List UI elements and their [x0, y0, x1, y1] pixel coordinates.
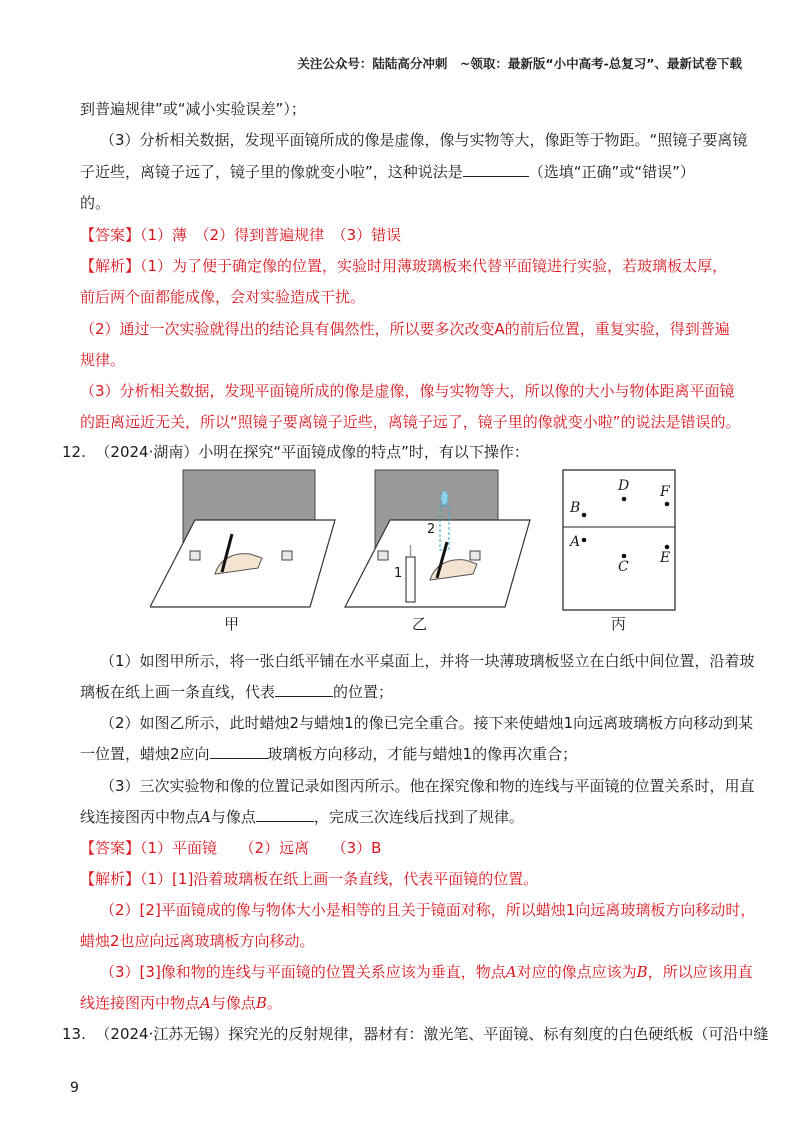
q12-analysis-3a-point-b: B: [636, 963, 648, 981]
page-number: 9: [70, 1080, 79, 1096]
q12-part2-text-a: 一位置，蜡烛2应向: [80, 745, 210, 763]
page-header: 关注公众号：陆陆高分冲刺 ~领取：最新版“小中高考-总复习”、最新试卷下载: [297, 56, 742, 71]
q12-figure: [150, 462, 690, 637]
q11-part3-text-a: 子近些，离镜子远了，镜子里的像就变小啦”，这种说法是: [80, 163, 463, 181]
q13-stem-text: （2024·江苏无锡）探究光的反射规律，器材有：激光笔、平面镜、标有刻度的白色硬纸板（可沿中缝: [95, 1025, 769, 1043]
q11-part3-text-b: （选填“正确”或“错误”）: [528, 163, 695, 181]
q11-analysis-3b: 的距离远近无关，所以“照镜子要离镜子近些，离镜子远了，镜子里的像就变小啦”的说法是错误的。: [80, 413, 741, 431]
candle-2-label: 2: [427, 522, 436, 537]
q12-analysis-3b-text3: 。: [266, 994, 282, 1012]
q12-part1-line1: （1）如图甲所示，将一张白纸平铺在水平桌面上，并将一块薄玻璃板竖立在白纸中间位置，沿着玻: [100, 652, 755, 670]
q12-analysis-2a: （2）[2]平面镜成的像与物体大小是相等的且关于镜面对称，所以蜡烛1向远离玻璃板方向移动时，: [100, 901, 756, 919]
fig-label-jia: 甲: [224, 615, 240, 633]
q12-analysis-3b-point-a: A: [200, 994, 211, 1012]
q12-part3-text-b: 与像点: [210, 808, 256, 826]
analysis-tag: 【解析】: [80, 257, 141, 275]
fig-label-bing: 丙: [611, 615, 627, 633]
q11-analysis-2a: （2）通过一次实验就得出的结论具有偶然性，所以要多次改变A的前后位置，重复实验，得到普遍: [80, 320, 730, 338]
point-e-label: E: [660, 550, 671, 566]
q12-analysis-3a: [100, 962, 753, 982]
q12-answer: [80, 838, 381, 858]
point-b-label: B: [570, 500, 581, 516]
q11-analysis-2b: 规律。: [80, 351, 126, 369]
point-a-label: A: [570, 534, 581, 550]
q12-analysis-2b: 蜡烛2也应向远离玻璃板方向移动。: [80, 932, 315, 950]
q13-stem: [62, 1024, 768, 1044]
q11-line-cont: 到普遍规律”或“减小实验误差”）；: [80, 100, 306, 118]
q11-analysis-1b: 前后两个面都能成像，会对实验造成干扰。: [80, 288, 366, 306]
q12-blank-2: [210, 744, 268, 759]
q12-analysis-3b-text2: 与像点: [210, 994, 256, 1012]
candle-1-label: 1: [394, 566, 403, 581]
analysis-tag: 【解析】: [80, 870, 141, 888]
q12-blank-3: [256, 807, 314, 822]
q12-stem: [62, 442, 529, 462]
q11-analysis-1a: （1）为了便于确定像的位置，实验时用薄玻璃板来代替平面镜进行实验，若玻璃板太厚，: [140, 257, 728, 275]
q11-part3-line3: 的。: [80, 194, 111, 212]
q11-part3-line2: [80, 162, 695, 182]
q12-part3-line2: [80, 807, 524, 827]
fig-jia-drawing: [150, 470, 335, 607]
q12-analysis-1: （1）[1]沿着玻璃板在纸上画一条直线，代表平面镜的位置。: [140, 870, 539, 888]
q12-part2-line2: [80, 744, 577, 764]
q12-part3-point-a: A: [200, 808, 211, 826]
q12-analysis-3a-point-a: A: [505, 963, 517, 981]
point-c-label: C: [618, 559, 629, 575]
q11-part3-line1: （3）分析相关数据，发现平面镜所成的像是虚像，像与实物等大，像距等于物距。“照镜子要离镜: [100, 131, 748, 149]
q12-stem-text: （2024·湖南）小明在探究“平面镜成像的特点”时，有以下操作：: [95, 443, 529, 461]
q12-part2-text-b: 玻璃板方向移动，才能与蜡烛1的像再次重合；: [267, 745, 578, 763]
q12-part1-line2: [80, 682, 393, 702]
q12-answer-text: （1）平面镜 （2）远离 （3）B: [140, 839, 382, 857]
q11-analysis-line1: [80, 256, 727, 276]
q12-part2-line1: （2）如图乙所示，此时蜡烛2与蜡烛1的像已完全重合。接下来使蜡烛1向远离玻璃板方向移动到某: [100, 714, 754, 732]
q11-answer-text: （1）薄 （2）得到普遍规律 （3）错误: [140, 226, 402, 244]
q11-analysis-3a: （3）分析相关数据，发现平面镜所成的像是虚像，像与实物等大，所以像的大小与物体距离平面镜: [80, 382, 735, 400]
fig-label-yi: 乙: [412, 615, 428, 633]
q12-part3-line1: （3）三次实验物和像的位置记录如图丙所示。他在探究像和物的连线与平面镜的位置关系时，用直: [100, 777, 755, 795]
q12-analysis-3a-text3: ，所以应该用直: [647, 963, 753, 981]
q12-analysis-3b: [80, 993, 282, 1013]
q12-part3-text-a: 线连接图丙中物点: [80, 808, 201, 826]
point-f-label: F: [660, 484, 670, 500]
q12-part1-text-a: 璃板在纸上画一条直线，代表: [80, 683, 276, 701]
q12-analysis-3b-point-b: B: [255, 994, 267, 1012]
q12-analysis-3a-text2: 对应的像点应该为: [516, 963, 637, 981]
q12-analysis-line1: [80, 869, 538, 889]
q12-blank-1: [275, 682, 333, 697]
q13-number: 13.: [62, 1025, 86, 1043]
point-d-label: D: [618, 478, 630, 494]
answer-tag: 【答案】: [80, 839, 141, 857]
q12-analysis-3b-text1: 线连接图丙中物点: [80, 994, 201, 1012]
answer-tag: 【答案】: [80, 226, 141, 244]
fig-yi-drawing: [345, 470, 530, 607]
q11-answer-blank: [463, 162, 529, 177]
q12-number: 12.: [62, 443, 86, 461]
q12-part1-text-b: 的位置；: [333, 683, 394, 701]
q12-analysis-3a-text1: （3）[3]像和物的连线与平面镜的位置关系应该为垂直，物点: [100, 963, 506, 981]
q11-answer: [80, 225, 401, 245]
q12-figure-svg: [150, 462, 690, 637]
q12-part3-text-c: ，完成三次连线后找到了规律。: [313, 808, 524, 826]
